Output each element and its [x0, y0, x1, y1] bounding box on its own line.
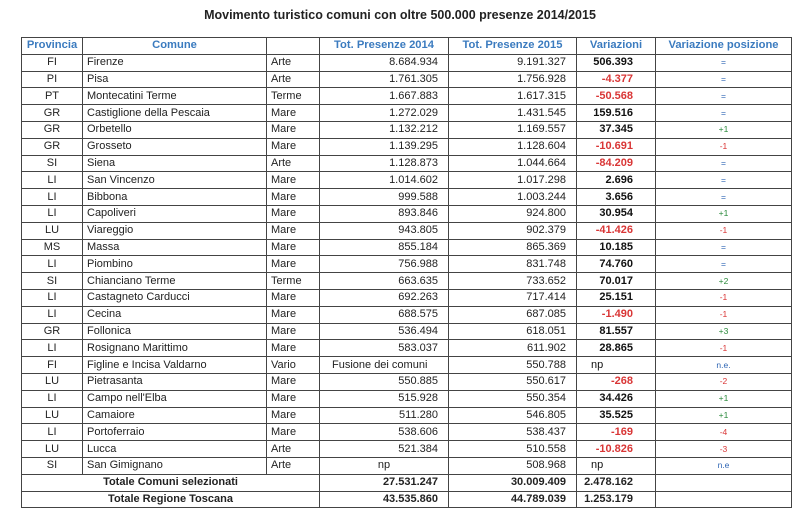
- cell-presenze-2015: 1.128.604: [449, 138, 577, 155]
- cell-tipo: Mare: [267, 105, 320, 122]
- cell-comune: Follonica: [83, 323, 267, 340]
- cell-comune: Chianciano Terme: [83, 273, 267, 290]
- cell-presenze-2014: 511.280: [320, 407, 449, 424]
- cell-comune: Camaiore: [83, 407, 267, 424]
- cell-presenze-2014: 515.928: [320, 390, 449, 407]
- cell-comune: Piombino: [83, 256, 267, 273]
- header-comune: Comune: [83, 38, 267, 55]
- cell-variazione-posizione: -1: [656, 138, 792, 155]
- cell-variazione: 3.656: [577, 189, 656, 206]
- totals-presenze-2014: 27.531.247: [320, 474, 449, 491]
- totals-presenze-2015: 44.789.039: [449, 491, 577, 508]
- cell-presenze-2014: 1.272.029: [320, 105, 449, 122]
- cell-comune: San Gimignano: [83, 457, 267, 474]
- cell-variazione: -10.691: [577, 138, 656, 155]
- cell-presenze-2014: 1.132.212: [320, 121, 449, 138]
- tourism-table: [21, 37, 792, 508]
- cell-provincia: LU: [22, 222, 83, 239]
- cell-presenze-2015: 1.017.298: [449, 172, 577, 189]
- cell-variazione-posizione: -2: [656, 373, 792, 390]
- table-row: [22, 138, 792, 155]
- cell-comune: Bibbona: [83, 189, 267, 206]
- cell-presenze-2014: 1.014.602: [320, 172, 449, 189]
- cell-variazione-posizione: =: [656, 172, 792, 189]
- cell-variazione: 74.760: [577, 256, 656, 273]
- cell-variazione-posizione: =: [656, 256, 792, 273]
- cell-tipo: Arte: [267, 441, 320, 458]
- table-row: [22, 155, 792, 172]
- table-row: [22, 88, 792, 105]
- cell-presenze-2015: 687.085: [449, 306, 577, 323]
- table-row: [22, 172, 792, 189]
- cell-comune: Pisa: [83, 71, 267, 88]
- cell-variazione: -268: [577, 373, 656, 390]
- table-row: [22, 390, 792, 407]
- table-row: [22, 71, 792, 88]
- cell-variazione-posizione: -1: [656, 289, 792, 306]
- table-row: [22, 222, 792, 239]
- cell-tipo: Mare: [267, 239, 320, 256]
- cell-presenze-2015: 1.756.928: [449, 71, 577, 88]
- cell-tipo: Mare: [267, 323, 320, 340]
- cell-presenze-2015: 1.003.244: [449, 189, 577, 206]
- cell-presenze-2014: 1.667.883: [320, 88, 449, 105]
- cell-comune: Figline e Incisa Valdarno: [83, 357, 267, 374]
- cell-presenze-2015: 510.558: [449, 441, 577, 458]
- cell-provincia: LI: [22, 424, 83, 441]
- cell-variazione-posizione: -1: [656, 222, 792, 239]
- cell-variazione: np: [577, 457, 656, 474]
- cell-tipo: Mare: [267, 424, 320, 441]
- cell-comune: Capoliveri: [83, 205, 267, 222]
- cell-presenze-2015: 733.652: [449, 273, 577, 290]
- cell-variazione: 159.516: [577, 105, 656, 122]
- cell-variazione-posizione: -1: [656, 340, 792, 357]
- cell-presenze-2014: 536.494: [320, 323, 449, 340]
- header-tipo: [267, 38, 320, 55]
- totals-label: Totale Regione Toscana: [22, 491, 320, 508]
- cell-variazione-posizione: =: [656, 155, 792, 172]
- cell-provincia: GR: [22, 138, 83, 155]
- cell-presenze-2014: np: [320, 457, 449, 474]
- cell-variazione-posizione: +1: [656, 390, 792, 407]
- cell-tipo: Arte: [267, 54, 320, 71]
- cell-tipo: Mare: [267, 189, 320, 206]
- cell-comune: Firenze: [83, 54, 267, 71]
- cell-comune: Viareggio: [83, 222, 267, 239]
- cell-variazione-posizione: =: [656, 54, 792, 71]
- cell-tipo: Terme: [267, 88, 320, 105]
- cell-provincia: MS: [22, 239, 83, 256]
- table-row: [22, 289, 792, 306]
- cell-variazione: -4.377: [577, 71, 656, 88]
- cell-presenze-2015: 1.044.664: [449, 155, 577, 172]
- cell-tipo: Mare: [267, 256, 320, 273]
- cell-provincia: LI: [22, 172, 83, 189]
- cell-comune: Orbetello: [83, 121, 267, 138]
- cell-variazione: -1.490: [577, 306, 656, 323]
- cell-provincia: LU: [22, 373, 83, 390]
- cell-provincia: SI: [22, 273, 83, 290]
- cell-provincia: SI: [22, 457, 83, 474]
- cell-tipo: Mare: [267, 340, 320, 357]
- cell-presenze-2014: 999.588: [320, 189, 449, 206]
- cell-provincia: LI: [22, 289, 83, 306]
- totals-label: Totale Comuni selezionati: [22, 474, 320, 491]
- cell-provincia: LU: [22, 441, 83, 458]
- cell-presenze-2015: 902.379: [449, 222, 577, 239]
- cell-comune: Campo nell'Elba: [83, 390, 267, 407]
- cell-provincia: LI: [22, 189, 83, 206]
- cell-presenze-2014: 1.128.873: [320, 155, 449, 172]
- cell-variazione: 35.525: [577, 407, 656, 424]
- table-row: [22, 273, 792, 290]
- cell-variazione: 506.393: [577, 54, 656, 71]
- cell-presenze-2015: 1.617.315: [449, 88, 577, 105]
- cell-variazione-posizione: =: [656, 105, 792, 122]
- cell-presenze-2015: 611.902: [449, 340, 577, 357]
- cell-tipo: Mare: [267, 390, 320, 407]
- table-row: [22, 105, 792, 122]
- totals-variazione: 2.478.162: [577, 474, 656, 491]
- cell-variazione: 25.151: [577, 289, 656, 306]
- table-row: [22, 256, 792, 273]
- cell-presenze-2014: 1.761.305: [320, 71, 449, 88]
- table-row: [22, 340, 792, 357]
- header-variazione-posizione: Variazione posizione: [656, 38, 792, 55]
- cell-presenze-2014: 521.384: [320, 441, 449, 458]
- totals-presenze-2015: 30.009.409: [449, 474, 577, 491]
- cell-provincia: PI: [22, 71, 83, 88]
- cell-comune: Cecina: [83, 306, 267, 323]
- cell-presenze-2015: 1.431.545: [449, 105, 577, 122]
- cell-presenze-2015: 924.800: [449, 205, 577, 222]
- cell-provincia: LI: [22, 256, 83, 273]
- cell-tipo: Vario: [267, 357, 320, 374]
- cell-tipo: Arte: [267, 457, 320, 474]
- cell-variazione: 30.954: [577, 205, 656, 222]
- cell-tipo: Mare: [267, 407, 320, 424]
- cell-variazione-posizione: -3: [656, 441, 792, 458]
- cell-variazione: 10.185: [577, 239, 656, 256]
- cell-tipo: Arte: [267, 71, 320, 88]
- cell-variazione-posizione: -1: [656, 306, 792, 323]
- cell-variazione-posizione: =: [656, 189, 792, 206]
- cell-presenze-2014: 943.805: [320, 222, 449, 239]
- header-variazioni: Variazioni: [577, 38, 656, 55]
- cell-presenze-2015: 550.354: [449, 390, 577, 407]
- cell-comune: Siena: [83, 155, 267, 172]
- cell-variazione: -84.209: [577, 155, 656, 172]
- cell-comune: San Vincenzo: [83, 172, 267, 189]
- table-row: [22, 323, 792, 340]
- cell-presenze-2014: 688.575: [320, 306, 449, 323]
- cell-variazione-posizione: -4: [656, 424, 792, 441]
- cell-variazione: 34.426: [577, 390, 656, 407]
- page-title: Movimento turistico comuni con oltre 500.000 presenze 2014/2015: [204, 8, 596, 22]
- cell-presenze-2014: 550.885: [320, 373, 449, 390]
- cell-presenze-2015: 618.051: [449, 323, 577, 340]
- cell-presenze-2014: 692.263: [320, 289, 449, 306]
- cell-presenze-2015: 550.617: [449, 373, 577, 390]
- cell-presenze-2015: 9.191.327: [449, 54, 577, 71]
- totals-empty-cell: [656, 474, 792, 491]
- cell-comune: Grosseto: [83, 138, 267, 155]
- cell-variazione-posizione: +2: [656, 273, 792, 290]
- cell-variazione-posizione: +3: [656, 323, 792, 340]
- cell-variazione: -10.826: [577, 441, 656, 458]
- table-row: [22, 441, 792, 458]
- cell-comune: Montecatini Terme: [83, 88, 267, 105]
- cell-variazione: -41.426: [577, 222, 656, 239]
- table-row: [22, 239, 792, 256]
- cell-tipo: Mare: [267, 172, 320, 189]
- cell-variazione-posizione: =: [656, 239, 792, 256]
- cell-tipo: Mare: [267, 222, 320, 239]
- cell-provincia: LI: [22, 390, 83, 407]
- cell-provincia: GR: [22, 323, 83, 340]
- cell-presenze-2015: 865.369: [449, 239, 577, 256]
- cell-tipo: Terme: [267, 273, 320, 290]
- cell-presenze-2015: 538.437: [449, 424, 577, 441]
- cell-variazione-posizione: n.e.: [656, 357, 792, 374]
- header-row: [22, 38, 792, 55]
- cell-presenze-2015: 831.748: [449, 256, 577, 273]
- table-row: [22, 306, 792, 323]
- cell-comune: Massa: [83, 239, 267, 256]
- cell-tipo: Mare: [267, 138, 320, 155]
- cell-tipo: Mare: [267, 205, 320, 222]
- table-row: [22, 121, 792, 138]
- cell-variazione: -50.568: [577, 88, 656, 105]
- header-tot-2015: Tot. Presenze 2015: [449, 38, 577, 55]
- cell-comune: Lucca: [83, 441, 267, 458]
- header-tot-2014: Tot. Presenze 2014: [320, 38, 449, 55]
- table-row: [22, 189, 792, 206]
- cell-presenze-2014: 1.139.295: [320, 138, 449, 155]
- cell-comune: Pietrasanta: [83, 373, 267, 390]
- cell-comune: Rosignano Marittimo: [83, 340, 267, 357]
- cell-presenze-2014: 855.184: [320, 239, 449, 256]
- cell-provincia: SI: [22, 155, 83, 172]
- cell-presenze-2015: 550.788: [449, 357, 577, 374]
- cell-variazione-posizione: =: [656, 88, 792, 105]
- table-row: [22, 205, 792, 222]
- cell-variazione-posizione: =: [656, 71, 792, 88]
- cell-presenze-2015: 717.414: [449, 289, 577, 306]
- cell-presenze-2014: 893.846: [320, 205, 449, 222]
- cell-presenze-2014: 8.684.934: [320, 54, 449, 71]
- totals-row: [22, 474, 792, 491]
- cell-tipo: Mare: [267, 289, 320, 306]
- cell-presenze-2014: 538.606: [320, 424, 449, 441]
- totals-presenze-2014: 43.535.860: [320, 491, 449, 508]
- cell-provincia: FI: [22, 54, 83, 71]
- cell-tipo: Mare: [267, 373, 320, 390]
- totals-empty-cell: [656, 491, 792, 508]
- cell-variazione: np: [577, 357, 656, 374]
- table-row: [22, 357, 792, 374]
- table-row: [22, 424, 792, 441]
- cell-provincia: LI: [22, 205, 83, 222]
- cell-provincia: PT: [22, 88, 83, 105]
- cell-presenze-2014: 583.037: [320, 340, 449, 357]
- table-row: [22, 407, 792, 424]
- cell-presenze-2015: 546.805: [449, 407, 577, 424]
- cell-tipo: Mare: [267, 306, 320, 323]
- cell-provincia: LU: [22, 407, 83, 424]
- cell-variazione-posizione: +1: [656, 407, 792, 424]
- table-row: [22, 457, 792, 474]
- cell-variazione-posizione: n.e: [656, 457, 792, 474]
- cell-variazione: -169: [577, 424, 656, 441]
- cell-comune: Castiglione della Pescaia: [83, 105, 267, 122]
- cell-provincia: LI: [22, 340, 83, 357]
- cell-presenze-2014: 756.988: [320, 256, 449, 273]
- cell-variazione: 81.557: [577, 323, 656, 340]
- cell-comune: Castagneto Carducci: [83, 289, 267, 306]
- header-provincia: Provincia: [22, 38, 83, 55]
- cell-provincia: GR: [22, 105, 83, 122]
- cell-variazione: 2.696: [577, 172, 656, 189]
- cell-presenze-2015: 1.169.557: [449, 121, 577, 138]
- cell-tipo: Mare: [267, 121, 320, 138]
- cell-variazione-posizione: +1: [656, 205, 792, 222]
- cell-presenze-2015: 508.968: [449, 457, 577, 474]
- table-row: [22, 54, 792, 71]
- cell-presenze-2014: 663.635: [320, 273, 449, 290]
- cell-provincia: FI: [22, 357, 83, 374]
- cell-presenze-2014: Fusione dei comuni: [320, 357, 449, 374]
- cell-provincia: LI: [22, 306, 83, 323]
- totals-variazione: 1.253.179: [577, 491, 656, 508]
- table-row: [22, 373, 792, 390]
- cell-variazione: 70.017: [577, 273, 656, 290]
- cell-provincia: GR: [22, 121, 83, 138]
- cell-variazione: 37.345: [577, 121, 656, 138]
- cell-variazione: 28.865: [577, 340, 656, 357]
- totals-row: [22, 491, 792, 508]
- cell-tipo: Arte: [267, 155, 320, 172]
- cell-comune: Portoferraio: [83, 424, 267, 441]
- cell-variazione-posizione: +1: [656, 121, 792, 138]
